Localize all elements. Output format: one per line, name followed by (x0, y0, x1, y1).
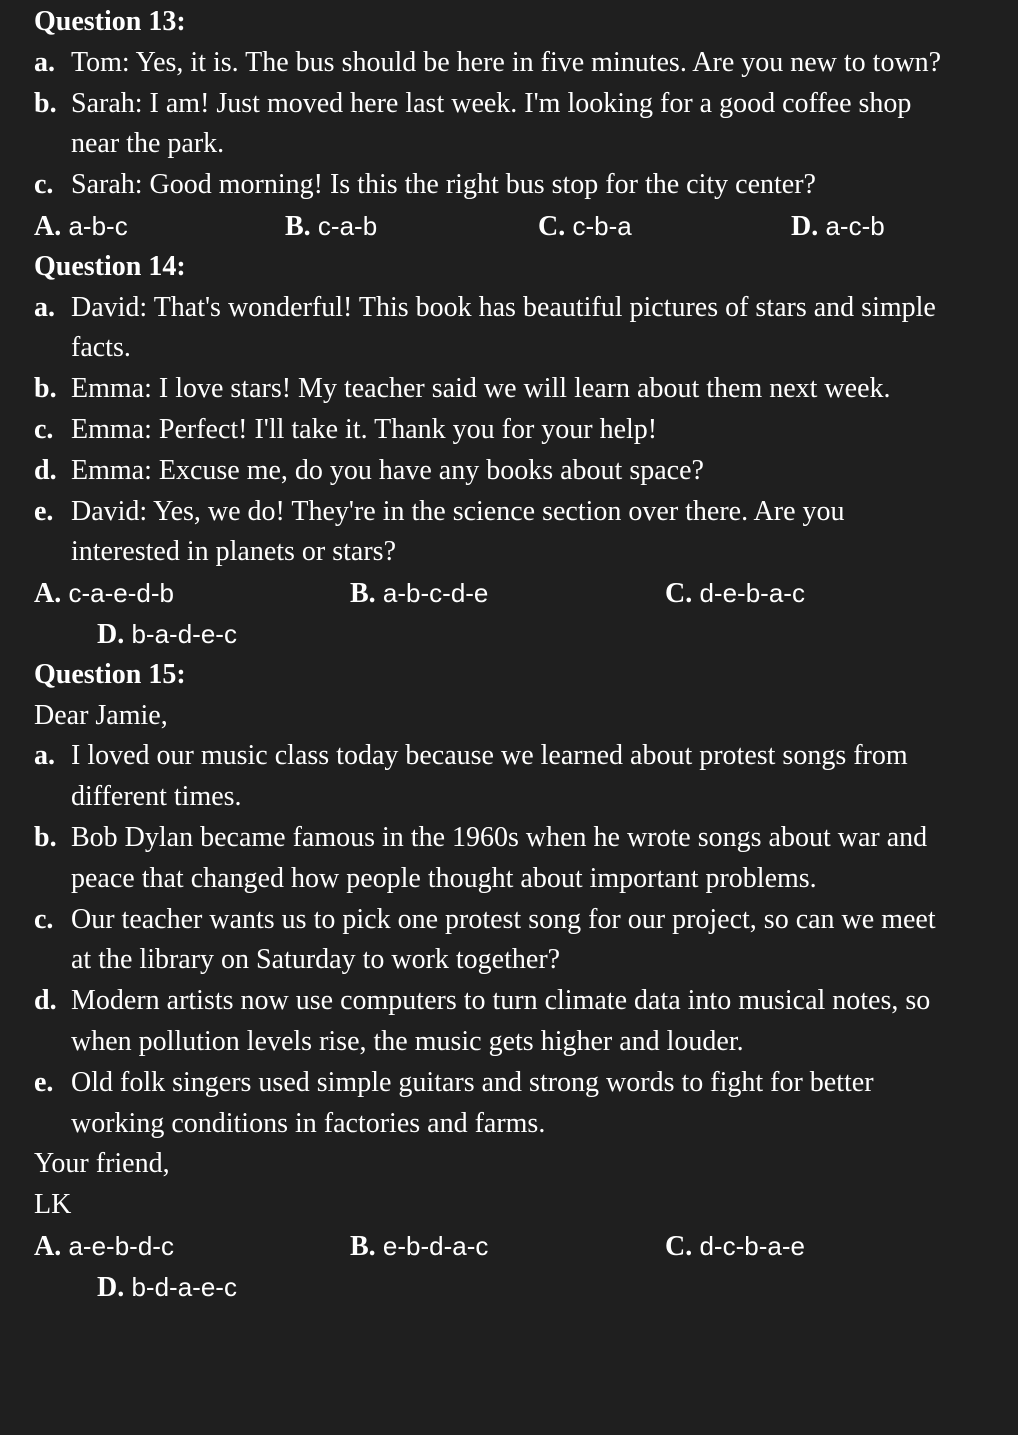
q14-options-row-2 (34, 614, 1018, 655)
option-label: A. (34, 1230, 62, 1262)
item-label: e. (34, 495, 54, 527)
option-label: D. (97, 1271, 125, 1303)
option-label: A. (34, 210, 62, 242)
option-label: C. (538, 210, 566, 242)
item-label: a. (34, 740, 55, 772)
item-text: Sarah: I am! Just moved here last week. I'm looking for a good coffee shop near the park. (71, 87, 912, 160)
letter-greeting: Dear Jamie, (34, 699, 168, 731)
q15-item-a (34, 736, 956, 818)
q13-option-c[interactable] (538, 206, 632, 248)
q14-option-c[interactable] (665, 573, 805, 615)
q14-item-c (34, 410, 956, 451)
item-text: Emma: Perfect! I'll take it. Thank you for your help! (71, 413, 658, 445)
q15-option-a[interactable] (34, 1226, 174, 1268)
item-text: Emma: I love stars! My teacher said we will learn about them next week. (71, 373, 891, 405)
item-label: d. (34, 454, 57, 486)
option-value: c-a-b (317, 210, 378, 241)
option-label: C. (665, 1230, 693, 1262)
item-label: a. (34, 291, 55, 323)
option-label: B. (350, 578, 376, 610)
q15-options-row-1 (34, 1226, 1018, 1267)
option-value: c-b-a (572, 210, 632, 241)
option-value: b-d-a-e-c (131, 1271, 237, 1302)
option-value: a-c-b (825, 210, 885, 241)
q13-option-d[interactable] (791, 206, 885, 248)
q14-option-b[interactable] (350, 573, 488, 615)
q15-option-d[interactable] (97, 1267, 237, 1309)
item-label: c. (34, 903, 54, 935)
item-text: Bob Dylan became famous in the 1960s when he wrote songs about war and peace that changed how people thought about important problems. (71, 821, 928, 894)
q15-item-b (34, 818, 956, 900)
question-13-title: Question 13: (34, 6, 186, 37)
option-label: A. (34, 578, 62, 610)
q13-option-b[interactable] (285, 206, 377, 248)
q15-item-c (34, 900, 956, 982)
item-text: Old folk singers used simple guitars and strong words to fight for better working conditions in factories and farms. (71, 1066, 874, 1139)
q13-item-c (34, 165, 956, 206)
option-label: D. (791, 210, 819, 242)
item-text: Our teacher wants us to pick one protest song for our project, so can we meet at the library on Saturday to work together? (71, 903, 936, 976)
item-label: b. (34, 373, 57, 405)
item-label: b. (34, 821, 57, 853)
item-text: David: Yes, we do! They're in the science section over there. Are you interested in planets or stars? (71, 495, 845, 568)
question-14-title: Question 14: (34, 250, 186, 282)
item-label: d. (34, 985, 57, 1017)
option-value: a-b-c-d-e (382, 578, 489, 609)
q13-item-a (34, 43, 956, 84)
option-value: d-e-b-a-c (699, 578, 805, 609)
item-text: I loved our music class today because we learned about protest songs from different times. (71, 740, 908, 813)
item-text: Modern artists now use computers to turn climate data into musical notes, so when pollution levels rise, the music gets higher and louder. (71, 985, 931, 1057)
q14-item-e (34, 492, 956, 574)
item-label: b. (34, 87, 57, 119)
item-label: c. (34, 413, 54, 445)
q15-options-row-2 (34, 1267, 1018, 1308)
question-15-title: Question 15: (34, 658, 186, 690)
option-value: b-a-d-e-c (131, 618, 237, 649)
q13-option-a[interactable] (34, 206, 128, 248)
letter-signature: LK (34, 1189, 72, 1221)
q14-item-b (34, 369, 956, 410)
option-value: d-c-b-a-e (699, 1230, 805, 1261)
option-value: a-e-b-d-c (68, 1230, 174, 1261)
option-label: B. (350, 1230, 376, 1262)
item-text: Tom: Yes, it is. The bus should be here in five minutes. Are you new to town? (71, 46, 942, 78)
letter-closing: Your friend, (34, 1148, 170, 1180)
q13-options (34, 206, 1018, 247)
item-label: c. (34, 169, 54, 201)
q14-option-d[interactable] (97, 614, 237, 656)
q14-item-a (34, 288, 956, 370)
q15-item-e (34, 1063, 956, 1145)
q15-option-b[interactable] (350, 1226, 488, 1268)
option-label: C. (665, 578, 693, 610)
q15-option-c[interactable] (665, 1226, 805, 1268)
item-text: Emma: Excuse me, do you have any books about space? (71, 454, 704, 486)
q14-options-row-1 (34, 573, 1018, 614)
q14-item-d (34, 451, 956, 492)
item-label: e. (34, 1066, 54, 1098)
option-value: a-b-c (68, 210, 128, 241)
option-value: c-a-e-d-b (68, 578, 174, 609)
item-label: a. (34, 46, 55, 78)
q15-item-d (34, 981, 956, 1063)
q13-item-b (34, 84, 956, 166)
q14-option-a[interactable] (34, 573, 174, 615)
item-text: Sarah: Good morning! Is this the right bus stop for the city center? (71, 169, 816, 201)
option-value: e-b-d-a-c (382, 1230, 489, 1261)
item-text: David: That's wonderful! This book has beautiful pictures of stars and simple facts. (71, 291, 936, 364)
option-label: B. (285, 210, 311, 242)
option-label: D. (97, 618, 125, 650)
